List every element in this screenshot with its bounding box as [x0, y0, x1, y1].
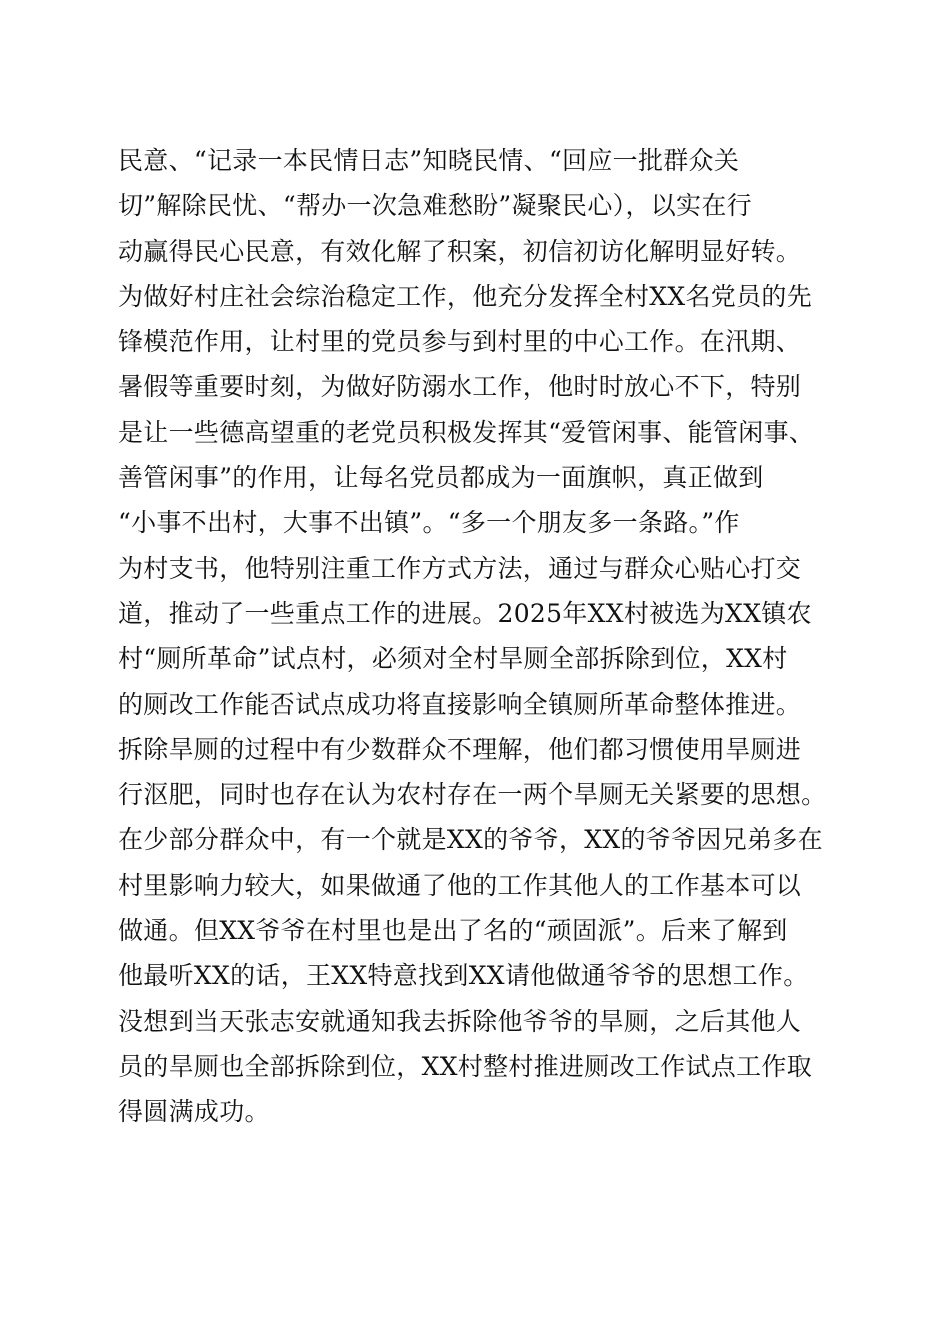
text-line: 锋模范作用，让村里的党员参与到村里的中心工作。在汛期、 [118, 327, 802, 357]
text-line: 行沤肥，同时也存在认为农村存在一两个旱厕无关紧要的思想。 [118, 780, 827, 810]
text-line: 在少部分群众中，有一个就是XX的爷爷，XX的爷爷因兄弟多在 [118, 825, 823, 855]
text-line: 员的旱厕也全部拆除到位，XX村整村推进厕改工作试点工作取 [118, 1051, 812, 1081]
text-line: 得圆满成功。 [118, 1097, 270, 1127]
text-line: 善管闲事”的作用，让每名党员都成为一面旗帜，真正做到 [118, 463, 764, 493]
text-line: 村“厕所革命”试点村，必须对全村旱厕全部拆除到位，XX村 [118, 644, 788, 674]
text-line: 暑假等重要时刻，为做好防溺水工作，他时时放心不下，特别 [118, 372, 802, 402]
text-line: “小事不出村，大事不出镇”。“多一个朋友多一条路。”作 [118, 508, 740, 538]
text-line: 为做好村庄社会综治稳定工作，他充分发挥全村XX名党员的先 [118, 281, 812, 311]
text-line: 为村支书，他特别注重工作方式方法，通过与群众心贴心打交 [118, 553, 802, 583]
text-line: 是让一些德高望重的老党员积极发挥其“爱管闲事、能管闲事、 [118, 417, 815, 447]
text-line: 拆除旱厕的过程中有少数群众不理解，他们都习惯使用旱厕进 [118, 734, 802, 764]
text-line: 动赢得民心民意，有效化解了积案，初信初访化解明显好转。 [118, 236, 802, 266]
body-text [118, 138, 838, 1135]
text-line: 没想到当天张志安就通知我去拆除他爷爷的旱厕，之后其他人 [118, 1006, 802, 1036]
text-line: 民意、“记录一本民情日志”知晓民情、“回应一批群众关 [118, 146, 740, 175]
text-line: 村里影响力较大，如果做通了他的工作其他人的工作基本可以 [118, 870, 802, 900]
text-line: 道，推动了一些重点工作的进展。2025年XX村被选为XX镇农 [118, 598, 812, 628]
text-line: 的厕改工作能否试点成功将直接影响全镇厕所革命整体推进。 [118, 689, 802, 719]
text-line: 切”解除民忧、“帮办一次急难愁盼”凝聚民心），以实在行 [118, 191, 752, 221]
text-line: 做通。但XX爷爷在村里也是出了名的“顽固派”。后来了解到 [118, 916, 788, 946]
text-line: 他最听XX的话，王XX特意找到XX请他做通爷爷的思想工作。 [118, 961, 809, 991]
